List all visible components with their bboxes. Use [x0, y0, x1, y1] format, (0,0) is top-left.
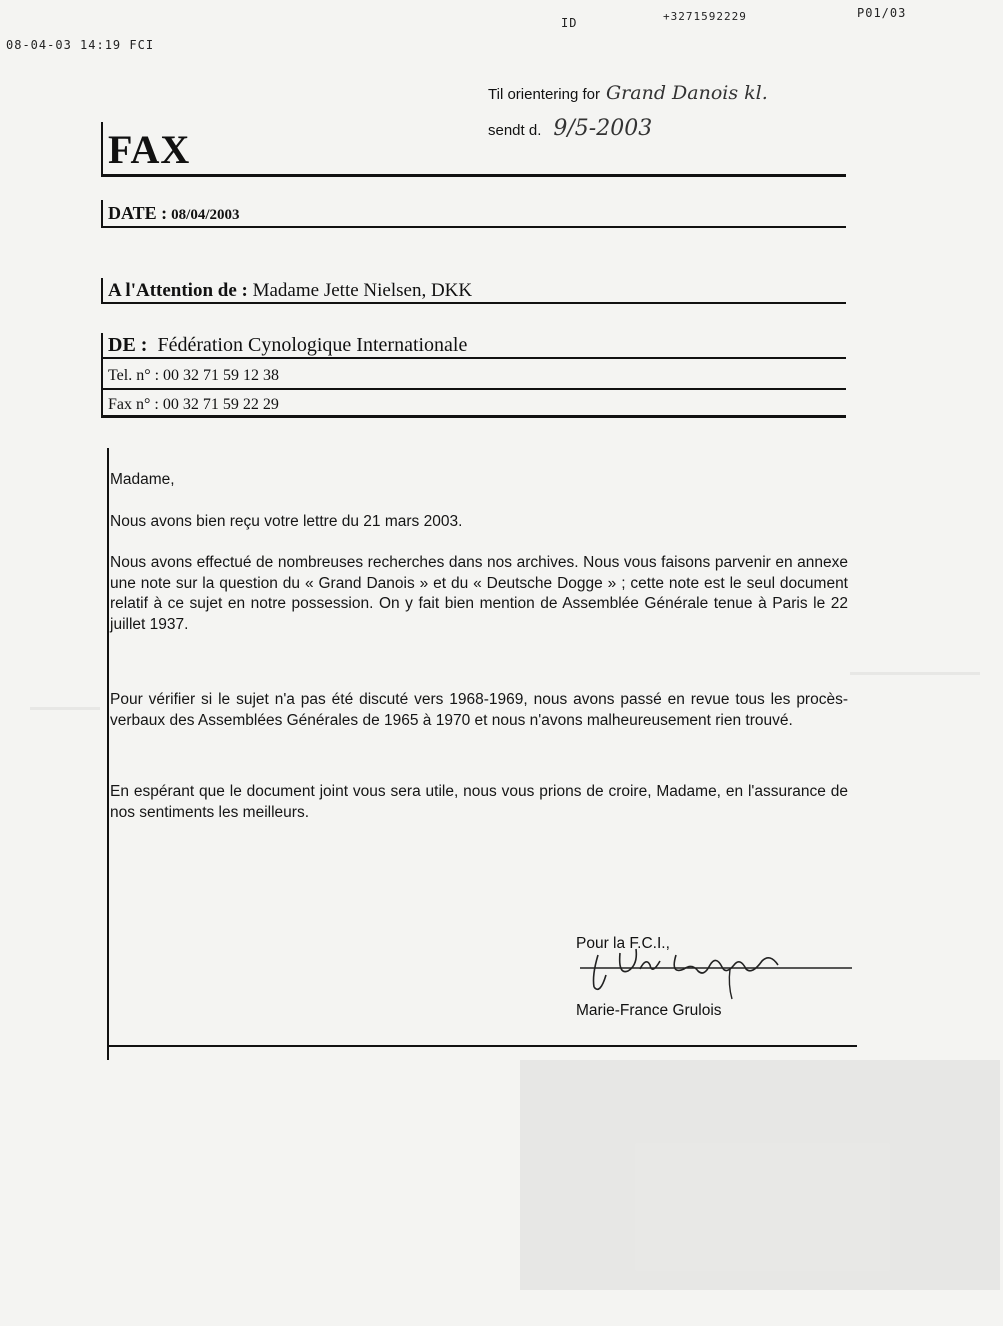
orientation-label: Til orientering for	[488, 86, 600, 103]
fax-sender-number: +3271592229	[663, 10, 747, 23]
letter-paragraph-3: Pour vérifier si le sujet n'a pas été discuté vers 1968-1969, nous avons passé en revue tous les procès-verbaux des Assemblées Générales de 1965 à 1970 et nous n'avons malheureusement rien trouvé.	[110, 691, 848, 729]
letter-paragraph-2: Nous avons effectué de nombreuses recherches dans nos archives. Nous vous faisons parvenir en annexe une note sur la question du « Grand Danois » et du « Deutsche Dogge » ; cette note est le seul document relatif à ce sujet en notre possession. On y fait bien mention de Assemblée Générale tenue à Paris le 22 juillet 1937.	[110, 554, 848, 633]
date-row	[108, 203, 240, 224]
from-value: Fédération Cynologique Internationale	[157, 334, 468, 356]
fax-timestamp: 08-04-03 14:19 FCI	[6, 38, 155, 52]
date-left-bar	[101, 200, 103, 228]
fax-page-counter: P01/03	[857, 6, 907, 20]
scan-streak	[30, 707, 100, 710]
date-label: DATE :	[108, 203, 168, 223]
sent-date-note	[488, 116, 652, 141]
letter-bottom-rule	[107, 1045, 857, 1047]
header-left-bar	[101, 122, 103, 176]
from-rule	[101, 357, 846, 359]
tel-rule	[101, 388, 846, 390]
orientation-handwritten: Grand Danois kl.	[606, 82, 768, 104]
fax-number-rule	[101, 415, 846, 418]
scan-streak	[850, 672, 980, 675]
date-value: 08/04/2003	[171, 207, 240, 223]
signature-for-label: Pour la F.C.I.,	[576, 935, 670, 952]
tel-value: 00 32 71 59 12 38	[163, 367, 280, 384]
header-rule	[101, 174, 846, 177]
attention-row	[108, 280, 472, 302]
fax-number-value: 00 32 71 59 22 29	[162, 396, 279, 413]
fax-id: ID	[561, 16, 578, 30]
fax-title: FAX	[108, 127, 191, 172]
letter-paragraph-4: En espérant que le document joint vous sera utile, nous vous prions de croire, Madame, en l'assurance de nos sentiments les meilleurs.	[110, 783, 848, 821]
letter-paragraph-1: Nous avons bien reçu votre lettre du 21 mars 2003.	[110, 513, 463, 530]
letter-greeting: Madame,	[110, 471, 175, 488]
orientation-note	[488, 82, 768, 104]
attention-label: A l'Attention de :	[108, 280, 248, 301]
attention-value: Madame Jette Nielsen, DKK	[252, 280, 473, 301]
tel-label: Tel. n° :	[108, 367, 160, 384]
attention-rule	[101, 302, 846, 304]
signatory-name: Marie-France Grulois	[576, 1002, 722, 1019]
from-left-bar	[101, 333, 103, 417]
from-row	[108, 334, 467, 357]
from-label: DE :	[108, 334, 148, 356]
scan-smudge	[520, 1060, 1000, 1290]
sent-label: sendt d.	[488, 122, 542, 139]
letter-left-bar	[107, 448, 109, 1060]
date-rule	[101, 226, 846, 228]
tel-row	[108, 367, 279, 385]
attention-left-bar	[101, 278, 103, 304]
fax-number-label: Fax n° :	[108, 396, 159, 413]
fax-number-row	[108, 396, 279, 414]
handwritten-signature	[580, 935, 860, 1005]
sent-date-handwritten: 9/5-2003	[553, 116, 653, 141]
